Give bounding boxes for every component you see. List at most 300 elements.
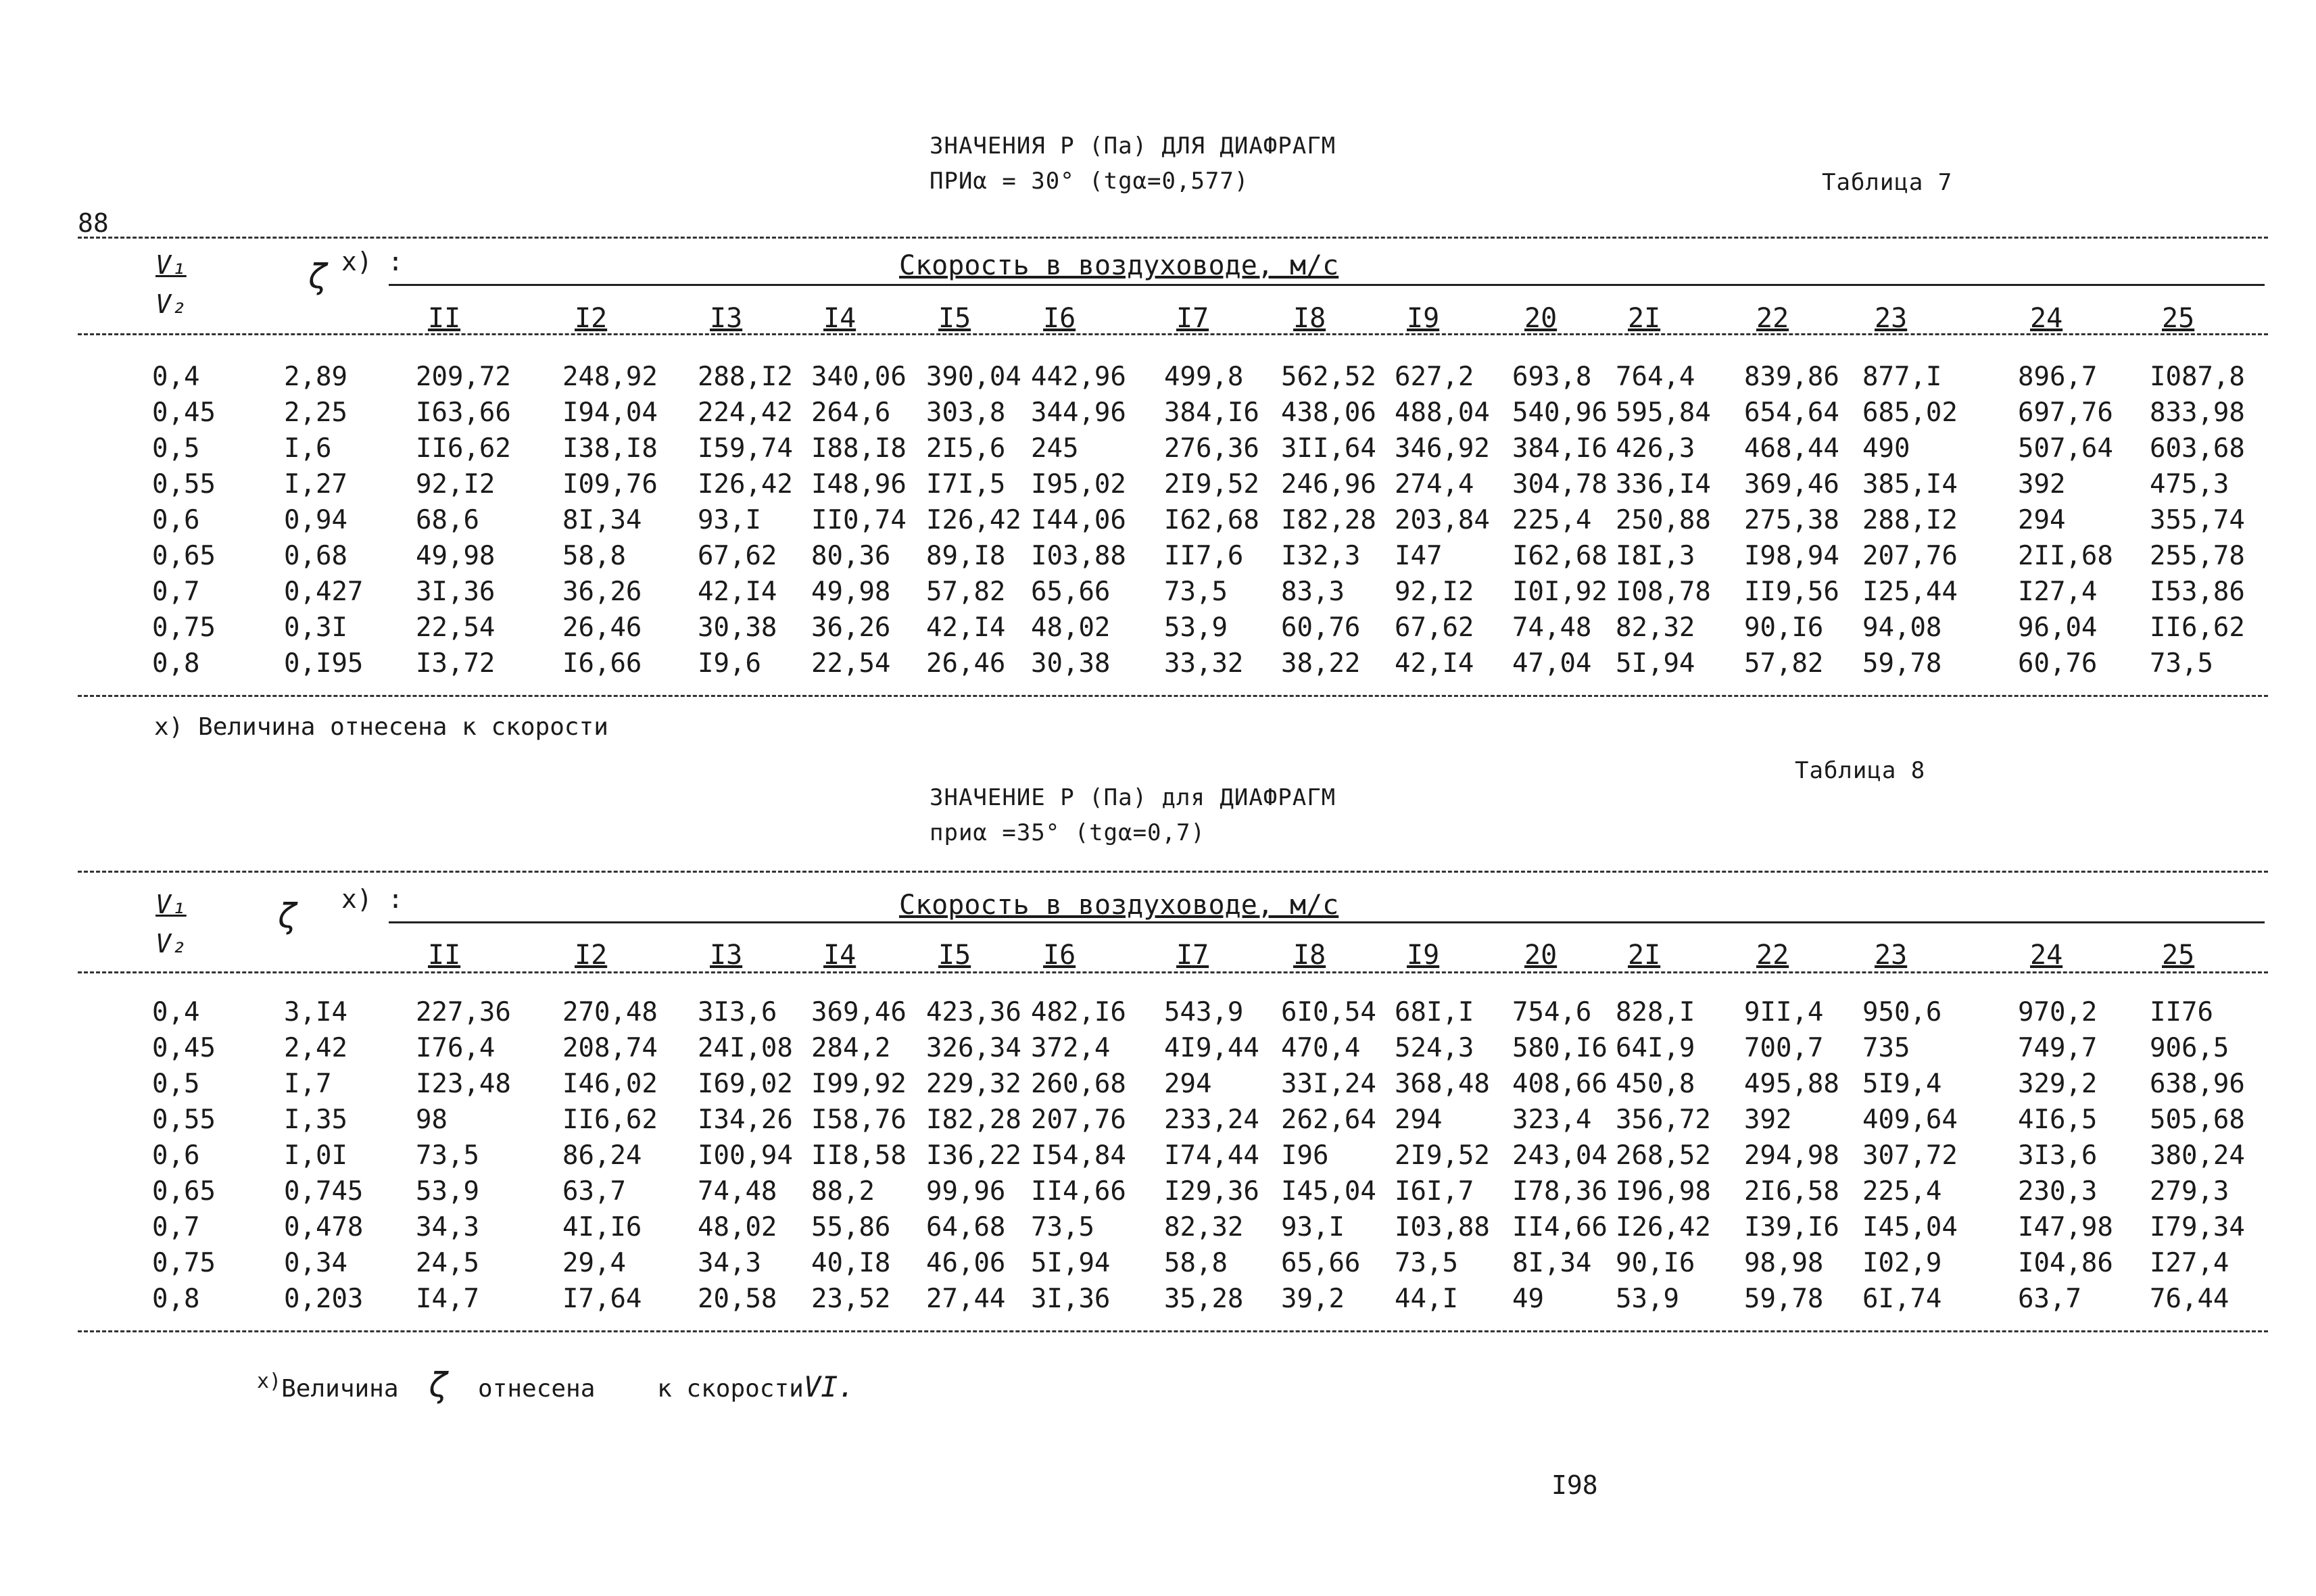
- value-cell: 57,82: [926, 577, 1006, 607]
- zeta-cell: 2,42: [284, 1033, 347, 1063]
- value-cell: I25,44: [1862, 577, 1958, 607]
- value-cell: 505,68: [2150, 1105, 2245, 1135]
- value-cell: I62,68: [1512, 541, 1608, 571]
- table-row: [0, 433, 2316, 468]
- table-row: [0, 577, 2316, 612]
- value-cell: 227,36: [416, 997, 511, 1027]
- value-cell: 48,02: [698, 1212, 777, 1242]
- value-cell: 203,84: [1395, 505, 1490, 535]
- value-cell: 372,4: [1031, 1033, 1111, 1063]
- table7-speed-header: I9: [1407, 303, 1440, 334]
- value-cell: I54,84: [1031, 1140, 1126, 1171]
- value-cell: II4,66: [1031, 1176, 1126, 1207]
- value-cell: I46,02: [562, 1069, 658, 1099]
- value-cell: 685,02: [1862, 397, 1958, 428]
- value-cell: 88,2: [811, 1176, 875, 1207]
- value-cell: 507,64: [2018, 433, 2113, 464]
- value-cell: I32,3: [1281, 541, 1361, 571]
- value-cell: 369,46: [1744, 469, 1839, 500]
- value-cell: I34,26: [698, 1105, 793, 1135]
- value-cell: 42,I4: [698, 577, 777, 607]
- value-cell: I38,I8: [562, 433, 658, 464]
- table7-ratio-top: V₁: [155, 250, 187, 280]
- value-cell: 53,9: [1616, 1284, 1679, 1314]
- table7-zeta-header: ζ: [308, 257, 329, 296]
- value-cell: 96,04: [2018, 612, 2098, 643]
- value-cell: I26,42: [698, 469, 793, 500]
- value-cell: II6,62: [562, 1105, 658, 1135]
- ratio-cell: 0,8: [152, 1284, 200, 1314]
- table-row: [0, 1069, 2316, 1104]
- value-cell: 8I,34: [1512, 1248, 1592, 1278]
- value-cell: 93,I: [1281, 1212, 1345, 1242]
- table8-span-rule: [389, 921, 2265, 923]
- value-cell: 98: [416, 1105, 448, 1135]
- value-cell: 67,62: [698, 541, 777, 571]
- zeta-cell: I,0I: [284, 1140, 347, 1171]
- value-cell: 207,76: [1031, 1105, 1126, 1135]
- value-cell: I47: [1395, 541, 1443, 571]
- zeta-cell: I,7: [284, 1069, 332, 1099]
- value-cell: I6I,7: [1395, 1176, 1474, 1207]
- ratio-cell: 0,5: [152, 433, 200, 464]
- zeta-cell: 0,745: [284, 1176, 364, 1207]
- value-cell: 26,46: [562, 612, 642, 643]
- table7-footnote-marker: x) :: [341, 247, 404, 276]
- value-cell: 356,72: [1616, 1105, 1711, 1135]
- value-cell: 385,I4: [1862, 469, 1958, 500]
- value-cell: 76,44: [2150, 1284, 2229, 1314]
- value-cell: 35,28: [1164, 1284, 1244, 1314]
- ratio-cell: 0,6: [152, 505, 200, 535]
- value-cell: 294: [1395, 1105, 1443, 1135]
- value-cell: I29,36: [1164, 1176, 1259, 1207]
- table7-speed-header: 24: [2030, 303, 2063, 334]
- value-cell: I96: [1281, 1140, 1329, 1171]
- value-cell: 8I,34: [562, 505, 642, 535]
- value-cell: 3I,36: [416, 577, 496, 607]
- value-cell: 5I,94: [1616, 648, 1695, 679]
- table8-bottom-rule: [78, 1330, 2268, 1332]
- value-cell: 47,04: [1512, 648, 1592, 679]
- value-cell: 438,06: [1281, 397, 1376, 428]
- table8-footnote: [257, 1365, 855, 1405]
- value-cell: 23,52: [811, 1284, 891, 1314]
- ratio-cell: 0,45: [152, 1033, 216, 1063]
- value-cell: 73,5: [1164, 577, 1228, 607]
- value-cell: 68,6: [416, 505, 479, 535]
- value-cell: 53,9: [1164, 612, 1228, 643]
- value-cell: 30,38: [698, 612, 777, 643]
- value-cell: 828,I: [1616, 997, 1695, 1027]
- value-cell: 3I3,6: [2018, 1140, 2098, 1171]
- value-cell: 392: [1744, 1105, 1792, 1135]
- value-cell: 442,96: [1031, 362, 1126, 392]
- value-cell: I63,66: [416, 397, 511, 428]
- value-cell: 90,I6: [1744, 612, 1824, 643]
- value-cell: I03,88: [1395, 1212, 1490, 1242]
- value-cell: 488,04: [1395, 397, 1490, 428]
- value-cell: 49,98: [416, 541, 496, 571]
- value-cell: 326,34: [926, 1033, 1021, 1063]
- value-cell: 34,3: [416, 1212, 479, 1242]
- table7-ratio-bottom: V₂: [155, 289, 187, 319]
- value-cell: 255,78: [2150, 541, 2245, 571]
- value-cell: 230,3: [2018, 1176, 2098, 1207]
- value-cell: 98,98: [1744, 1248, 1824, 1278]
- ratio-cell: 0,75: [152, 1248, 216, 1278]
- value-cell: 64I,9: [1616, 1033, 1695, 1063]
- value-cell: 83,3: [1281, 577, 1345, 607]
- value-cell: 90,I6: [1616, 1248, 1695, 1278]
- value-cell: I99,92: [811, 1069, 907, 1099]
- value-cell: I44,06: [1031, 505, 1126, 535]
- ratio-cell: 0,55: [152, 1105, 216, 1135]
- value-cell: 906,5: [2150, 1033, 2229, 1063]
- value-cell: 64,68: [926, 1212, 1006, 1242]
- value-cell: 49,98: [811, 577, 891, 607]
- value-cell: 735: [1862, 1033, 1910, 1063]
- value-cell: I02,9: [1862, 1248, 1942, 1278]
- table8-footnote-zeta: ζ: [428, 1365, 449, 1405]
- value-cell: 40,I8: [811, 1248, 891, 1278]
- table7-speed-header: I6: [1043, 303, 1076, 334]
- value-cell: 24I,08: [698, 1033, 793, 1063]
- value-cell: 73,5: [416, 1140, 479, 1171]
- value-cell: 3I3,6: [698, 997, 777, 1027]
- zeta-cell: 0,I95: [284, 648, 364, 679]
- value-cell: 73,5: [1395, 1248, 1458, 1278]
- value-cell: I03,88: [1031, 541, 1126, 571]
- table7-speed-header: 23: [1875, 303, 1908, 334]
- value-cell: I94,04: [562, 397, 658, 428]
- value-cell: I0I,92: [1512, 577, 1608, 607]
- value-cell: II8,58: [811, 1140, 907, 1171]
- ratio-cell: 0,7: [152, 577, 200, 607]
- value-cell: 55,86: [811, 1212, 891, 1242]
- value-cell: I53,86: [2150, 577, 2245, 607]
- table8-speed-header: I2: [575, 940, 608, 971]
- ratio-cell: 0,65: [152, 1176, 216, 1207]
- table7-speed-header: 22: [1756, 303, 1789, 334]
- value-cell: 380,24: [2150, 1140, 2245, 1171]
- value-cell: 409,64: [1862, 1105, 1958, 1135]
- value-cell: 57,82: [1744, 648, 1824, 679]
- value-cell: 340,06: [811, 362, 907, 392]
- value-cell: I39,I6: [1744, 1212, 1839, 1242]
- table8-title-line2: приα =35° (tgα=0,7): [930, 819, 1205, 846]
- value-cell: 5I,94: [1031, 1248, 1111, 1278]
- table7-top-rule: [78, 237, 2268, 239]
- value-cell: I82,28: [926, 1105, 1021, 1135]
- value-cell: 42,I4: [1395, 648, 1474, 679]
- value-cell: I9,6: [698, 648, 761, 679]
- value-cell: 68I,I: [1395, 997, 1474, 1027]
- value-cell: 229,32: [926, 1069, 1021, 1099]
- value-cell: I48,96: [811, 469, 907, 500]
- value-cell: I69,02: [698, 1069, 793, 1099]
- value-cell: 82,32: [1164, 1212, 1244, 1242]
- value-cell: II7,6: [1164, 541, 1244, 571]
- value-cell: 4I9,44: [1164, 1033, 1259, 1063]
- value-cell: I27,4: [2150, 1248, 2229, 1278]
- table-row: [0, 612, 2316, 648]
- value-cell: 248,92: [562, 362, 658, 392]
- value-cell: 475,3: [2150, 469, 2229, 500]
- value-cell: 276,36: [1164, 433, 1259, 464]
- value-cell: 896,7: [2018, 362, 2098, 392]
- value-cell: I45,04: [1862, 1212, 1958, 1242]
- value-cell: 482,I6: [1031, 997, 1126, 1027]
- value-cell: 288,I2: [698, 362, 793, 392]
- value-cell: 970,2: [2018, 997, 2098, 1027]
- value-cell: I45,04: [1281, 1176, 1376, 1207]
- value-cell: 294: [2018, 505, 2066, 535]
- value-cell: 384,I6: [1164, 397, 1259, 428]
- value-cell: I087,8: [2150, 362, 2245, 392]
- table8-speed-header: 25: [2162, 940, 2195, 971]
- value-cell: 207,76: [1862, 541, 1958, 571]
- value-cell: 245: [1031, 433, 1079, 464]
- table8-label: Таблица 8: [1795, 757, 1926, 784]
- page-number-top: 88: [78, 208, 109, 238]
- value-cell: 2I9,52: [1164, 469, 1259, 500]
- table8-speed-header: 23: [1875, 940, 1908, 971]
- value-cell: 20,58: [698, 1284, 777, 1314]
- table-row: [0, 505, 2316, 540]
- value-cell: 279,3: [2150, 1176, 2229, 1207]
- value-cell: I04,86: [2018, 1248, 2113, 1278]
- value-cell: 99,96: [926, 1176, 1006, 1207]
- table8-speed-header: II: [428, 940, 461, 971]
- value-cell: 654,64: [1744, 397, 1839, 428]
- value-cell: 33,32: [1164, 648, 1244, 679]
- value-cell: 268,52: [1616, 1140, 1711, 1171]
- value-cell: 288,I2: [1862, 505, 1958, 535]
- zeta-cell: 0,34: [284, 1248, 347, 1278]
- value-cell: 5I9,4: [1862, 1069, 1942, 1099]
- value-cell: 499,8: [1164, 362, 1244, 392]
- value-cell: 26,46: [926, 648, 1006, 679]
- table8-speed-header: 20: [1524, 940, 1558, 971]
- value-cell: 384,I6: [1512, 433, 1608, 464]
- zeta-cell: 0,94: [284, 505, 347, 535]
- value-cell: 38,22: [1281, 648, 1361, 679]
- ratio-cell: 0,65: [152, 541, 216, 571]
- value-cell: 22,54: [416, 612, 496, 643]
- value-cell: 543,9: [1164, 997, 1244, 1027]
- value-cell: 65,66: [1031, 577, 1111, 607]
- value-cell: I8I,3: [1616, 541, 1695, 571]
- ratio-cell: 0,75: [152, 612, 216, 643]
- zeta-cell: 0,3I: [284, 612, 347, 643]
- value-cell: 495,88: [1744, 1069, 1839, 1099]
- table-row: [0, 1284, 2316, 1319]
- value-cell: 209,72: [416, 362, 511, 392]
- value-cell: 346,92: [1395, 433, 1490, 464]
- value-cell: 22,54: [811, 648, 891, 679]
- value-cell: I09,76: [562, 469, 658, 500]
- table7-header: [0, 243, 2316, 345]
- value-cell: 270,48: [562, 997, 658, 1027]
- value-cell: I7I,5: [926, 469, 1006, 500]
- value-cell: I74,44: [1164, 1140, 1259, 1171]
- table8-footnote-text: Величина: [281, 1375, 399, 1403]
- value-cell: 627,2: [1395, 362, 1474, 392]
- value-cell: 950,6: [1862, 997, 1942, 1027]
- table7-speed-header: I2: [575, 303, 608, 334]
- value-cell: 92,I2: [1395, 577, 1474, 607]
- table8-top-rule: [78, 871, 2268, 873]
- table8-speed-header: 2I: [1628, 940, 1661, 971]
- value-cell: 60,76: [1281, 612, 1361, 643]
- value-cell: 490: [1862, 433, 1910, 464]
- value-cell: 274,4: [1395, 469, 1474, 500]
- table8-speed-header: 24: [2030, 940, 2063, 971]
- value-cell: 595,84: [1616, 397, 1711, 428]
- table8-footnote-marker: x) :: [341, 884, 404, 914]
- zeta-cell: 3,I4: [284, 997, 347, 1027]
- value-cell: 524,3: [1395, 1033, 1474, 1063]
- value-cell: I98,94: [1744, 541, 1839, 571]
- table8-speed-header: I6: [1043, 940, 1076, 971]
- value-cell: I4,7: [416, 1284, 479, 1314]
- ratio-cell: 0,55: [152, 469, 216, 500]
- table8-title-line1: ЗНАЧЕНИЕ P (Па) для ДИАФРАГМ: [930, 784, 1336, 811]
- page-number-bottom: I98: [1551, 1470, 1598, 1500]
- value-cell: I6,66: [562, 648, 642, 679]
- zeta-cell: I,27: [284, 469, 347, 500]
- table-row: [0, 1248, 2316, 1283]
- table8-zeta-header: ζ: [277, 896, 298, 936]
- value-cell: 6I,74: [1862, 1284, 1942, 1314]
- table8-header: [0, 877, 2316, 979]
- zeta-cell: 2,25: [284, 397, 347, 428]
- value-cell: 49: [1512, 1284, 1544, 1314]
- value-cell: 246,96: [1281, 469, 1376, 500]
- value-cell: 260,68: [1031, 1069, 1126, 1099]
- value-cell: 42,I4: [926, 612, 1006, 643]
- value-cell: 294: [1164, 1069, 1212, 1099]
- value-cell: 450,8: [1616, 1069, 1695, 1099]
- value-cell: 224,42: [698, 397, 793, 428]
- value-cell: 58,8: [562, 541, 626, 571]
- table7-speed-header: 25: [2162, 303, 2195, 334]
- value-cell: 833,98: [2150, 397, 2245, 428]
- value-cell: 33I,24: [1281, 1069, 1376, 1099]
- value-cell: 2II,68: [2018, 541, 2113, 571]
- value-cell: 208,74: [562, 1033, 658, 1063]
- value-cell: 344,96: [1031, 397, 1126, 428]
- value-cell: 697,76: [2018, 397, 2113, 428]
- value-cell: I78,36: [1512, 1176, 1608, 1207]
- value-cell: 46,06: [926, 1248, 1006, 1278]
- value-cell: I26,42: [1616, 1212, 1711, 1242]
- value-cell: 36,26: [562, 577, 642, 607]
- table7-span-header: Скорость в воздуховоде, м/с: [899, 250, 1339, 281]
- ratio-cell: 0,5: [152, 1069, 200, 1099]
- value-cell: I62,68: [1164, 505, 1259, 535]
- value-cell: 67,62: [1395, 612, 1474, 643]
- value-cell: 27,44: [926, 1284, 1006, 1314]
- table7-speed-header: I5: [938, 303, 971, 334]
- value-cell: 86,24: [562, 1140, 642, 1171]
- value-cell: 693,8: [1512, 362, 1592, 392]
- value-cell: 93,I: [698, 505, 761, 535]
- value-cell: I27,4: [2018, 577, 2098, 607]
- value-cell: 336,I4: [1616, 469, 1711, 500]
- table8-footnote-end: к скорости: [657, 1375, 804, 1403]
- value-cell: 3II,64: [1281, 433, 1376, 464]
- value-cell: 29,4: [562, 1248, 626, 1278]
- table8-footnote-prefix: x): [257, 1370, 282, 1393]
- value-cell: 6I0,54: [1281, 997, 1376, 1027]
- value-cell: 92,I2: [416, 469, 496, 500]
- table8-footnote-mid: отнесена: [478, 1375, 596, 1403]
- value-cell: I58,76: [811, 1105, 907, 1135]
- table8-span-header: Скорость в воздуховоде, м/с: [899, 890, 1339, 921]
- value-cell: 30,38: [1031, 648, 1111, 679]
- value-cell: 94,08: [1862, 612, 1942, 643]
- value-cell: 73,5: [1031, 1212, 1094, 1242]
- value-cell: 355,74: [2150, 505, 2245, 535]
- value-cell: 4I6,5: [2018, 1105, 2098, 1135]
- value-cell: 307,72: [1862, 1140, 1958, 1171]
- value-cell: 73,5: [2150, 648, 2213, 679]
- table8-ratio-top: V₁: [155, 890, 187, 919]
- value-cell: I59,74: [698, 433, 793, 464]
- value-cell: 390,04: [926, 362, 1021, 392]
- value-cell: 368,48: [1395, 1069, 1490, 1099]
- table7-label: Таблица 7: [1822, 169, 1953, 196]
- value-cell: 562,52: [1281, 362, 1376, 392]
- table7-speed-header: II: [428, 303, 461, 334]
- value-cell: 764,4: [1616, 362, 1695, 392]
- table8-header-rule: [78, 971, 2268, 973]
- value-cell: 24,5: [416, 1248, 479, 1278]
- zeta-cell: 0,68: [284, 541, 347, 571]
- table8-footnote-v: VI.: [803, 1370, 855, 1403]
- table7-speed-header: 20: [1524, 303, 1558, 334]
- ratio-cell: 0,6: [152, 1140, 200, 1171]
- value-cell: II0,74: [811, 505, 907, 535]
- table8-speed-header: I4: [823, 940, 857, 971]
- zeta-cell: 0,478: [284, 1212, 364, 1242]
- value-cell: 63,7: [2018, 1284, 2081, 1314]
- value-cell: 294,98: [1744, 1140, 1839, 1171]
- value-cell: 638,96: [2150, 1069, 2245, 1099]
- value-cell: 65,66: [1281, 1248, 1361, 1278]
- table-row: [0, 1105, 2316, 1140]
- value-cell: 59,78: [1862, 648, 1942, 679]
- value-cell: 225,4: [1512, 505, 1592, 535]
- value-cell: I26,42: [926, 505, 1021, 535]
- zeta-cell: I,6: [284, 433, 332, 464]
- value-cell: II76: [2150, 997, 2213, 1027]
- value-cell: I76,4: [416, 1033, 496, 1063]
- value-cell: 877,I: [1862, 362, 1942, 392]
- table8-speed-header: I9: [1407, 940, 1440, 971]
- zeta-cell: 0,203: [284, 1284, 364, 1314]
- table8-speed-header: 22: [1756, 940, 1789, 971]
- value-cell: 233,24: [1164, 1105, 1259, 1135]
- table-row: [0, 397, 2316, 433]
- table7-title-line2: ПРИα = 30° (tgα=0,577): [930, 168, 1249, 195]
- table-row: [0, 1033, 2316, 1068]
- value-cell: I82,28: [1281, 505, 1376, 535]
- value-cell: 80,36: [811, 541, 891, 571]
- table-row: [0, 1212, 2316, 1247]
